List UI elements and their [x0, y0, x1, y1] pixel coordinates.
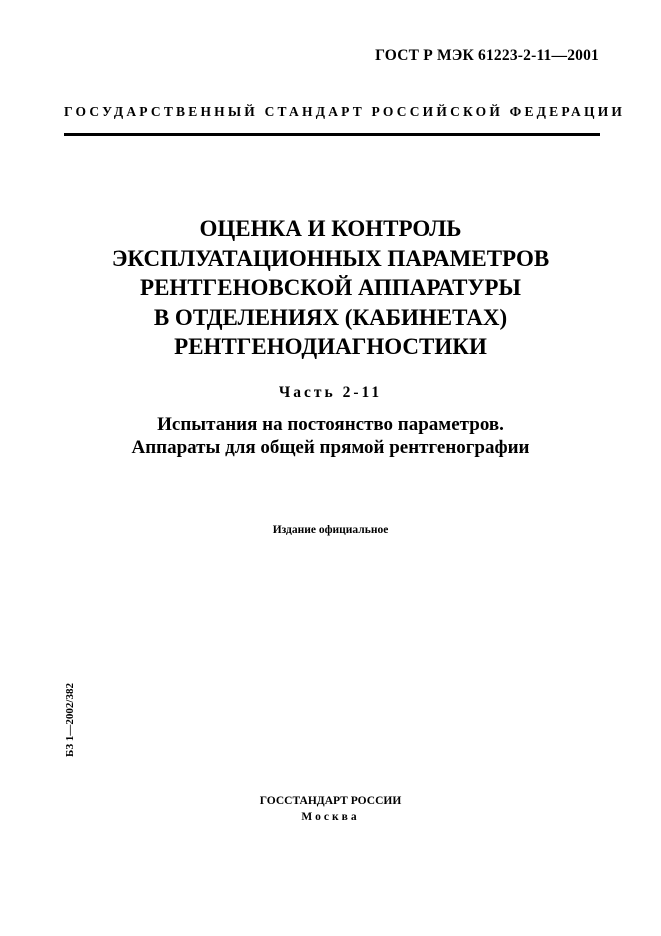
subtitle-line: Испытания на постоянство параметров.: [157, 414, 504, 435]
title-line: РЕНТГЕНОВСКОЙ АППАРАТУРЫ: [140, 275, 521, 300]
title-line: РЕНТГЕНОДИАГНОСТИКИ: [174, 334, 487, 359]
header-divider: [64, 133, 600, 136]
subtitle-line: Аппараты для общей прямой рентгенографии: [131, 437, 530, 458]
document-title: [40, 214, 621, 362]
side-registration-code: БЗ 1—2002/382: [64, 683, 76, 757]
document-subtitle: [40, 413, 621, 459]
title-line: ОЦЕНКА И КОНТРОЛЬ: [199, 216, 462, 241]
publication-city: Москва: [301, 811, 360, 823]
title-line: ЭКСПЛУАТАЦИОННЫХ ПАРАМЕТРОВ: [111, 245, 550, 271]
title-line: В ОТДЕЛЕНИЯХ (КАБИНЕТАХ): [153, 304, 508, 330]
standard-header: ГОСУДАРСТВЕННЫЙ СТАНДАРТ РОССИЙСКОЙ ФЕДЕРАЦИИ: [64, 104, 626, 119]
edition-label: Издание официальное: [272, 524, 389, 536]
publisher: ГОССТАНДАРТ РОССИИ: [259, 795, 402, 807]
document-code: ГОСТ Р МЭК 61223-2-11—2001: [375, 47, 599, 64]
part-label: Часть 2-11: [278, 384, 383, 401]
